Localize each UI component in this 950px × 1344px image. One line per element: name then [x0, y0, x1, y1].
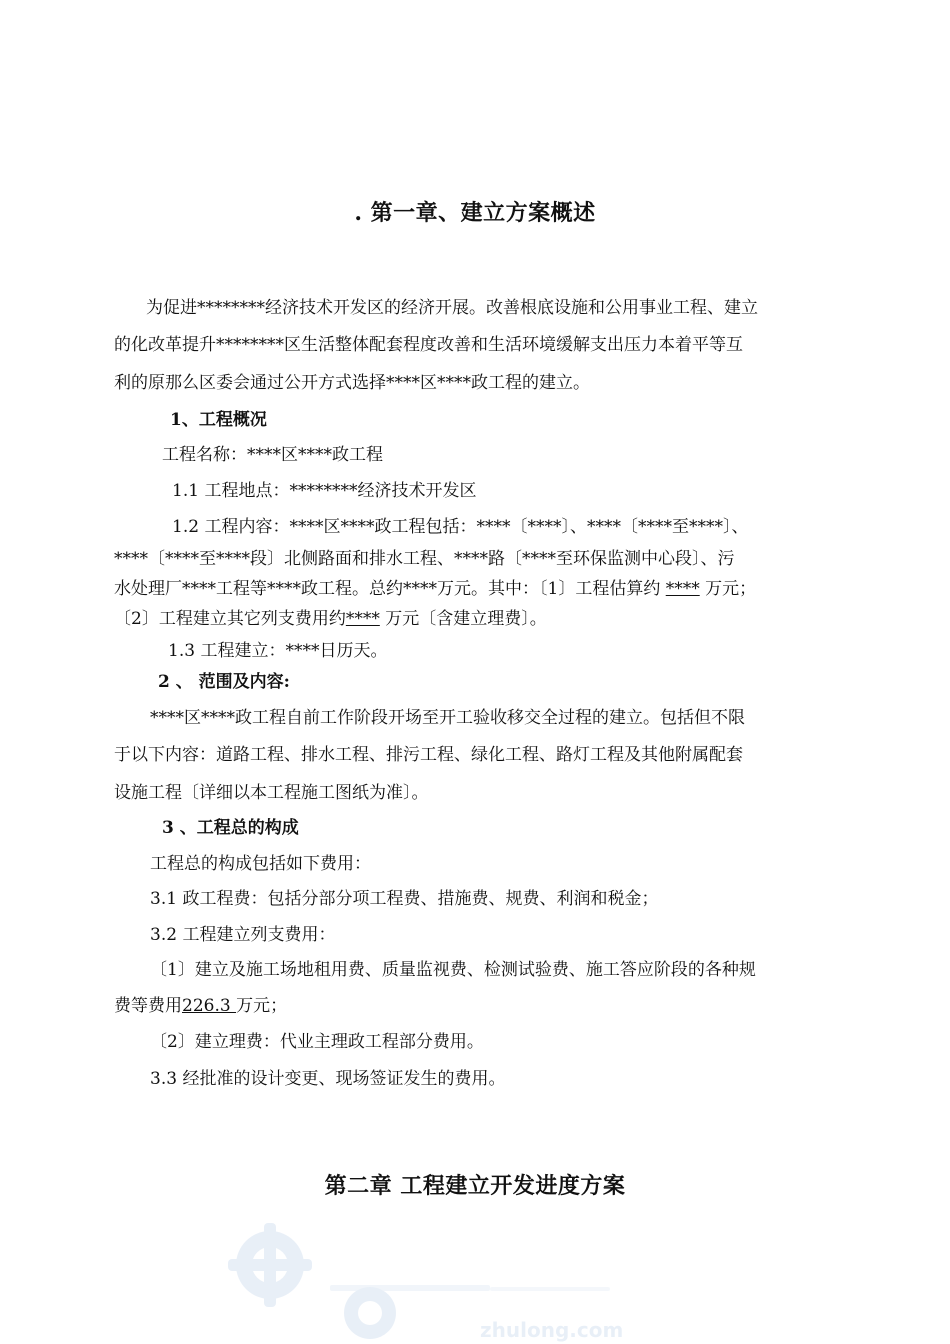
cost-3-2-2: 〔2〕建立理费：代业主理政工程部分费用。 [150, 1032, 484, 1052]
section1-heading: 1、工程概况 [170, 410, 267, 430]
other-cost-amount: **** [345, 609, 380, 629]
cost-3-2: 3.2 工程建立列支费用： [150, 925, 336, 945]
intro-line-3: 利的原那么区委会通过公开方式选择****区****政工程的建立。 [114, 373, 590, 393]
intro-line-2: 的化改革提升********区生活整体配套程度改善和生活环境缓解支出压力本着平等互 [114, 335, 743, 355]
project-content-line-2: ****〔****至****段〕北侧路面和排水工程、****路〔****至环保监测中心段〕、污 [114, 549, 735, 569]
scope-line-2: 于以下内容：道路工程、排水工程、排污工程、绿化工程、路灯工程及其他附属配套 [114, 745, 743, 765]
project-name: 工程名称：****区****政工程 [162, 445, 383, 465]
estimate-amount: **** [665, 579, 700, 599]
cost-3-2-1-line-1: 〔1〕建立及施工场地租用费、质量监视费、检测试验费、施工答应阶段的各种规 [150, 960, 756, 980]
project-content-line-1: 1.2 工程内容：****区****政工程包括：****〔****〕、****〔****至****〕、 [172, 517, 749, 537]
project-location: 1.1 工程地点：********经济技术开发区 [172, 481, 477, 501]
chapter1-title: . 第一章、建立方案概述 [354, 200, 596, 226]
section2-heading: 2 、 范围及内容: [158, 672, 290, 692]
cost-3-1: 3.1 政工程费：包括分部分项工程费、措施费、规费、利润和税金； [150, 889, 659, 909]
scope-line-3: 设施工程〔详细以本工程施工图纸为准〕。 [114, 783, 429, 803]
intro-line-1: 为促进********经济技术开发区的经济开展。改善根底设施和公用事业工程、建立 [146, 298, 758, 318]
section3-heading: 3 、工程总的构成 [162, 818, 299, 838]
cost-intro: 工程总的构成包括如下费用： [150, 854, 371, 874]
watermark-text: zhulong.com [480, 1318, 624, 1342]
cost-3-3: 3.3 经批准的设计变更、现场签证发生的费用。 [150, 1069, 506, 1089]
scope-line-1: ****区****政工程自前工作阶段开场至开工验收移交全过程的建立。包括但不限 [150, 708, 745, 728]
chapter2-title: 第二章 工程建立开发进度方案 [324, 1173, 626, 1199]
project-content-line-3: 水处理厂****工程等****政工程。总约****万元。其中：〔1〕工程估算约 **** 万元； [114, 579, 757, 599]
site-fee-amount: 226.3 [182, 996, 237, 1016]
project-content-line-4: 〔2〕工程建立其它列支费用约**** 万元〔含建立理费〕。 [114, 609, 547, 629]
cost-3-2-1-line-2: 费等费用226.3 万元； [114, 996, 288, 1016]
construction-period: 1.3 工程建立：****日历天。 [168, 641, 388, 661]
